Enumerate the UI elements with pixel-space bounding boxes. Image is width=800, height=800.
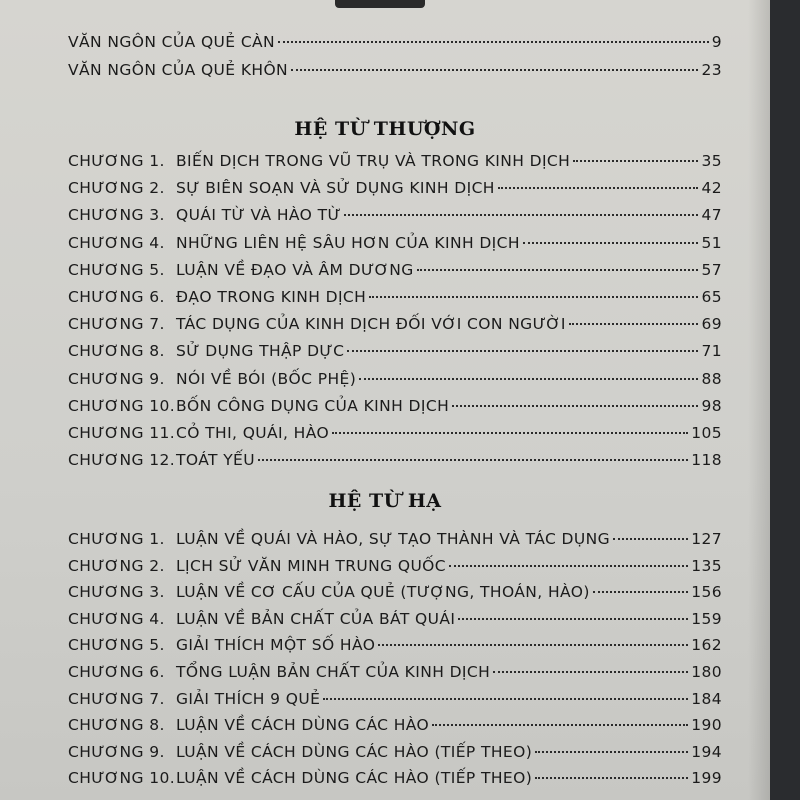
toc-entry: [68, 690, 722, 716]
toc-entry-title: GIẢI THÍCH MỘT SỐ HÀO: [176, 636, 376, 655]
dot-leader: [378, 643, 688, 646]
dot-leader: [535, 776, 688, 779]
toc-entry: [68, 451, 722, 477]
toc-entry-chapter: CHƯƠNG 10.: [68, 396, 176, 415]
toc-entry-page: 42: [701, 179, 722, 198]
toc-entry-chapter: CHƯƠNG 5.: [68, 636, 165, 655]
toc-entry-title: BỐN CÔNG DỤNG CỦA KINH DỊCH: [176, 396, 450, 415]
toc-entry-page: 180: [691, 663, 722, 681]
dot-leader: [452, 404, 698, 407]
dot-leader: [344, 213, 698, 216]
toc-entry: [68, 206, 722, 232]
toc-entry-page: 51: [701, 233, 722, 252]
toc-entry-page: 65: [701, 288, 722, 306]
toc-entry-page: 47: [701, 206, 722, 225]
toc-entry-page: 162: [691, 636, 722, 655]
toc-entry: [68, 530, 722, 556]
toc-entry: [68, 234, 722, 260]
toc-entry-title: LUẬN VỀ CÁCH DÙNG CÁC HÀO (TIẾP THEO): [176, 769, 533, 788]
toc-entry-chapter: CHƯƠNG 4.: [68, 233, 165, 252]
toc-entry-title: LUẬN VỀ CÁCH DÙNG CÁC HÀO (TIẾP THEO): [176, 742, 533, 761]
toc-entry: [68, 636, 722, 662]
toc-entry-page: 23: [701, 61, 722, 79]
toc-entry: [68, 663, 722, 689]
toc-entry-title: SỰ BIÊN SOẠN VÀ SỬ DỤNG KINH DỊCH: [176, 179, 495, 198]
toc-entry: [68, 716, 722, 742]
dot-leader: [323, 697, 688, 700]
dot-leader: [458, 617, 688, 620]
dot-leader: [332, 431, 688, 434]
toc-entry-page: 69: [701, 315, 722, 334]
toc-entry: [68, 370, 722, 396]
toc-entry-title: CỎ THI, QUÁI, HÀO: [176, 424, 330, 442]
toc-entry: [68, 179, 722, 205]
toc-entry-chapter: CHƯƠNG 3.: [68, 206, 165, 225]
section-heading: HỆ TỪ THƯỢNG: [294, 118, 476, 140]
toc-entry: [68, 315, 722, 341]
toc-entry-chapter: CHƯƠNG 7.: [68, 689, 165, 708]
toc-entry: [68, 557, 722, 583]
toc-entry-title: TÁC DỤNG CỦA KINH DỊCH ĐỐI VỚI CON NGƯỜI: [176, 315, 566, 334]
toc-entry-page: 156: [691, 583, 722, 602]
toc-entry: [68, 610, 722, 636]
toc-entry-chapter: CHƯƠNG 2.: [68, 556, 165, 575]
toc-entry-title: ĐẠO TRONG KINH DỊCH: [176, 288, 367, 306]
toc-entry-title: NHỮNG LIÊN HỆ SÂU HƠN CỦA KINH DỊCH: [176, 233, 520, 252]
toc-entry: [68, 342, 722, 368]
dot-leader: [498, 186, 699, 189]
toc-entry-chapter: CHƯƠNG 5.: [68, 260, 165, 279]
toc-entry-title: LUẬN VỀ BẢN CHẤT CỦA BÁT QUÁI: [176, 609, 456, 628]
page-top-mark: [335, 0, 425, 8]
toc-entry-title: TỔNG LUẬN BẢN CHẤT CỦA KINH DỊCH: [176, 663, 491, 681]
toc-entry-page: 159: [691, 609, 722, 628]
toc-entry-page: 35: [701, 152, 722, 170]
toc-entry-title: QUÁI TỪ VÀ HÀO TỪ: [176, 206, 342, 225]
toc-entry-title: VĂN NGÔN CỦA QUẺ CÀN: [68, 33, 276, 51]
toc-entry-page: 118: [691, 451, 722, 470]
dot-leader: [449, 564, 688, 567]
toc-entry-chapter: CHƯƠNG 6.: [68, 288, 165, 306]
toc-entry-chapter: CHƯƠNG 1.: [68, 530, 165, 548]
dot-leader: [613, 537, 688, 540]
toc-entry-title: BIẾN DỊCH TRONG VŨ TRỤ VÀ TRONG KINH DỊCH: [176, 152, 571, 170]
toc-entry: [68, 33, 722, 59]
toc-entry-chapter: CHƯƠNG 1.: [68, 152, 165, 170]
dot-leader: [593, 590, 688, 593]
toc-entry: [68, 743, 722, 769]
toc-entry-chapter: CHƯƠNG 11.: [68, 424, 176, 442]
toc-entry-title: SỬ DỤNG THẬP DỰC: [176, 342, 345, 361]
dot-leader: [569, 322, 699, 325]
dot-leader: [523, 241, 699, 244]
toc-entry-chapter: CHƯƠNG 8.: [68, 342, 165, 361]
toc-entry-page: 184: [691, 689, 722, 708]
toc-entry-page: 127: [691, 530, 722, 548]
dot-leader: [369, 295, 698, 298]
toc-entry: [68, 769, 722, 795]
toc-entry: [68, 152, 722, 178]
toc-entry-page: 190: [691, 716, 722, 735]
toc-entry-chapter: CHƯƠNG 2.: [68, 179, 165, 198]
toc-entry-chapter: CHƯƠNG 6.: [68, 663, 165, 681]
toc-entry-chapter: CHƯƠNG 12.: [68, 451, 176, 470]
dot-leader: [258, 458, 688, 461]
toc-entry-title: LUẬN VỀ ĐẠO VÀ ÂM DƯƠNG: [176, 260, 414, 279]
toc-entry-page: 98: [701, 396, 722, 415]
dot-leader: [535, 750, 688, 753]
toc-entry-chapter: CHƯƠNG 4.: [68, 609, 165, 628]
toc-entry-title: LUẬN VỀ CÁCH DÙNG CÁC HÀO: [176, 716, 430, 735]
toc-entry-chapter: CHƯƠNG 8.: [68, 716, 165, 735]
toc-entry-title: LUẬN VỀ QUÁI VÀ HÀO, SỰ TẠO THÀNH VÀ TÁC DỤNG: [176, 530, 611, 548]
dot-leader: [359, 377, 698, 380]
toc-entry: [68, 424, 722, 450]
toc-entry: [68, 583, 722, 609]
toc-entry-page: 88: [701, 369, 722, 388]
section-heading: HỆ TỪ HẠ: [328, 490, 442, 512]
toc-entry: [68, 61, 722, 87]
toc-entry-page: 194: [691, 742, 722, 761]
dot-leader: [291, 68, 698, 71]
toc-entry-page: 57: [701, 260, 722, 279]
dot-leader: [432, 723, 688, 726]
dot-leader: [417, 268, 699, 271]
toc-entry-chapter: CHƯƠNG 9.: [68, 742, 165, 761]
toc-entry-title: LỊCH SỬ VĂN MINH TRUNG QUỐC: [176, 556, 447, 575]
toc-entry-title: LUẬN VỀ CƠ CẤU CỦA QUẺ (TƯỢNG, THOÁN, HÀO): [176, 583, 590, 602]
toc-entry-title: GIẢI THÍCH 9 QUẺ: [176, 689, 321, 708]
toc-entry-page: 9: [711, 33, 722, 51]
dot-leader: [347, 349, 698, 352]
toc-entry-title: NÓI VỀ BÓI (BỐC PHỆ): [176, 369, 357, 388]
toc-entry-chapter: CHƯƠNG 3.: [68, 583, 165, 602]
toc-entry-page: 105: [691, 424, 722, 442]
dot-leader: [493, 670, 688, 673]
toc-entry-title: VĂN NGÔN CỦA QUẺ KHÔN: [68, 61, 289, 79]
toc-entry-page: 71: [701, 342, 722, 361]
toc-entry-chapter: CHƯƠNG 10.: [68, 769, 176, 788]
dot-leader: [278, 40, 709, 43]
toc-entry-page: 199: [691, 769, 722, 788]
dot-leader: [573, 159, 698, 162]
toc-entry-page: 135: [691, 556, 722, 575]
toc-entry-chapter: CHƯƠNG 7.: [68, 315, 165, 334]
toc-entry: [68, 288, 722, 314]
toc-entry: [68, 261, 722, 287]
toc-entry: [68, 397, 722, 423]
toc-entry-chapter: CHƯƠNG 9.: [68, 369, 165, 388]
toc-entry-title: TOÁT YẾU: [176, 451, 255, 470]
